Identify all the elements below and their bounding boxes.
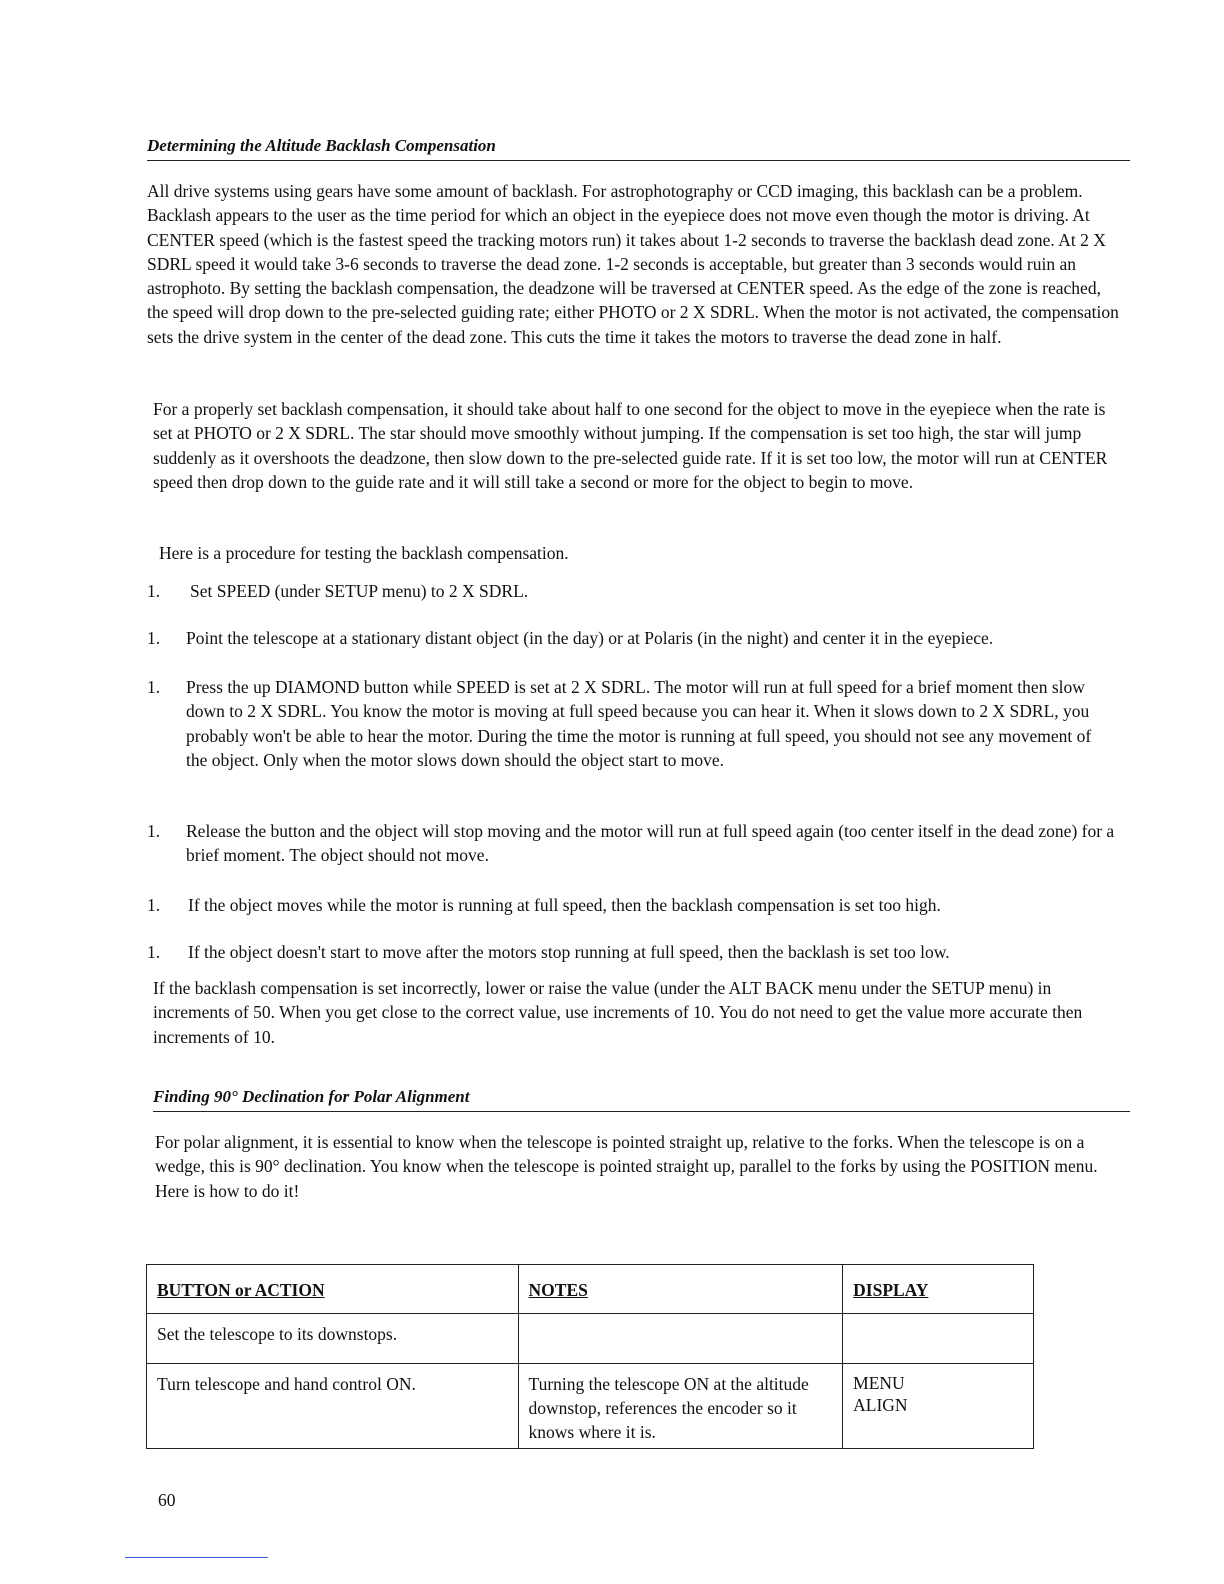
heading-rule [147, 160, 1130, 161]
list-number: 1. [147, 821, 161, 841]
heading-rule [153, 1111, 1130, 1112]
paragraph-backlash-intro [147, 179, 1122, 349]
list-number: 1. [147, 581, 161, 601]
list-item [147, 675, 1092, 772]
header-display: DISPLAY [843, 1265, 1034, 1314]
paragraph-backlash-adjust [153, 976, 1118, 1049]
list-number: 1. [147, 895, 161, 915]
cell-notes: Turning the telescope ON at the altitude downstop, references the encoder so it knows where it is. [518, 1364, 843, 1449]
list-item [147, 893, 1127, 917]
header-button-action: BUTTON or ACTION [147, 1265, 519, 1314]
footnote-rule [125, 1557, 268, 1558]
cell-action: Set the telescope to its downstops. [147, 1314, 519, 1364]
cell-display [843, 1314, 1034, 1364]
list-number: 1. [147, 942, 161, 962]
list-item [147, 819, 1127, 868]
list-text: Release the button and the object will stop moving and the motor will run at full speed again (too center itself in the dead zone) for a brief moment. The object should not move. [186, 821, 1115, 866]
header-notes: NOTES [518, 1265, 843, 1314]
list-item [147, 626, 1127, 650]
list-number: 1. [147, 628, 161, 648]
paragraph-backlash-setting [153, 397, 1123, 494]
paragraph-text: If the backlash compensation is set incorrectly, lower or raise the value (under the ALT BACK menu under the SETUP menu) in increments of 50. When you get close to the correct value, use increments of 10. You do not need to get the value more accurate then increments of 10. [153, 978, 1083, 1047]
table-header-row [147, 1265, 1034, 1314]
cell-notes [518, 1314, 843, 1364]
list-item [147, 579, 1127, 603]
paragraph-text: All drive systems using gears have some amount of backlash. For astrophotography or CCD imaging, this backlash can be a problem. Backlash appears to the user as the time period for which an object in the eyepiece does not move even though the motor is driving. At CENTER speed (which is the fastest speed the tracking motors run) it takes about 1-2 seconds to traverse the backlash dead zone. At 2 X SDRL speed it would take 3-6 seconds to traverse the dead zone. 1-2 seconds is acceptable, but greater than 3 seconds would ruin an astrophoto. By setting the backlash compensation, the deadzone will be traversed at CENTER speed. As the edge of the zone is reached, the speed will drop down to the pre-selected guiding rate; either PHOTO or 2 X SDRL. When the motor is not activated, the compensation sets the drive system in the center of the dead zone. This cuts the time it takes the motors to traverse the dead zone in half. [147, 181, 1119, 347]
paragraph-text: For polar alignment, it is essential to know when the telescope is pointed straight up, relative to the forks. When the telescope is on a wedge, this is 90° declination. You know when the telescope is pointed straight up, parallel to the forks by using the POSITION menu. Here is how to do it! [155, 1132, 1098, 1201]
table-row [147, 1314, 1034, 1364]
list-text: Set SPEED (under SETUP menu) to 2 X SDRL. [190, 581, 529, 601]
list-text: Press the up DIAMOND button while SPEED is set at 2 X SDRL. The motor will run at full speed for a brief moment then slow down to 2 X SDRL. You know the motor is moving at full speed because you can hear it. When it slows down to 2 X SDRL, you probably won't be able to hear the motor. During the time the motor is running at full speed, you should not see any movement of the object. Only when the motor slows down should the object start to move. [186, 677, 1092, 770]
procedure-intro: Here is a procedure for testing the backlash compensation. [159, 543, 569, 563]
list-text: If the object moves while the motor is running at full speed, then the backlash compensation is set too high. [188, 895, 941, 915]
list-item [147, 940, 1127, 964]
list-text: If the object doesn't start to move after the motors stop running at full speed, then the backlash is set too low. [188, 942, 950, 962]
paragraph-text: For a properly set backlash compensation, it should take about half to one second for the object to move in the eyepiece when the rate is set at PHOTO or 2 X SDRL. The star should move smoothly without jumping. If the compensation is set too high, the star will jump suddenly as it overshoots the deadzone, then slow down to the pre-selected guide rate. If it is set too low, the motor will run at CENTER speed then drop down to the guide rate and it will still take a second or more for the object to begin to move. [153, 399, 1108, 492]
section-heading-polar: Finding 90° Declination for Polar Alignment [153, 1087, 470, 1106]
list-text: Point the telescope at a stationary distant object (in the day) or at Polaris (in the night) and center it in the eyepiece. [186, 628, 994, 648]
procedure-table [146, 1264, 1034, 1449]
cell-display [843, 1364, 1034, 1449]
page-number: 60 [158, 1490, 176, 1510]
display-line: MENU [853, 1373, 905, 1393]
paragraph-polar [155, 1130, 1130, 1203]
table-row [147, 1364, 1034, 1449]
list-number: 1. [147, 677, 161, 697]
display-line: ALIGN [853, 1395, 908, 1415]
cell-action: Turn telescope and hand control ON. [147, 1364, 519, 1449]
section-heading-backlash: Determining the Altitude Backlash Compensation [147, 136, 496, 155]
